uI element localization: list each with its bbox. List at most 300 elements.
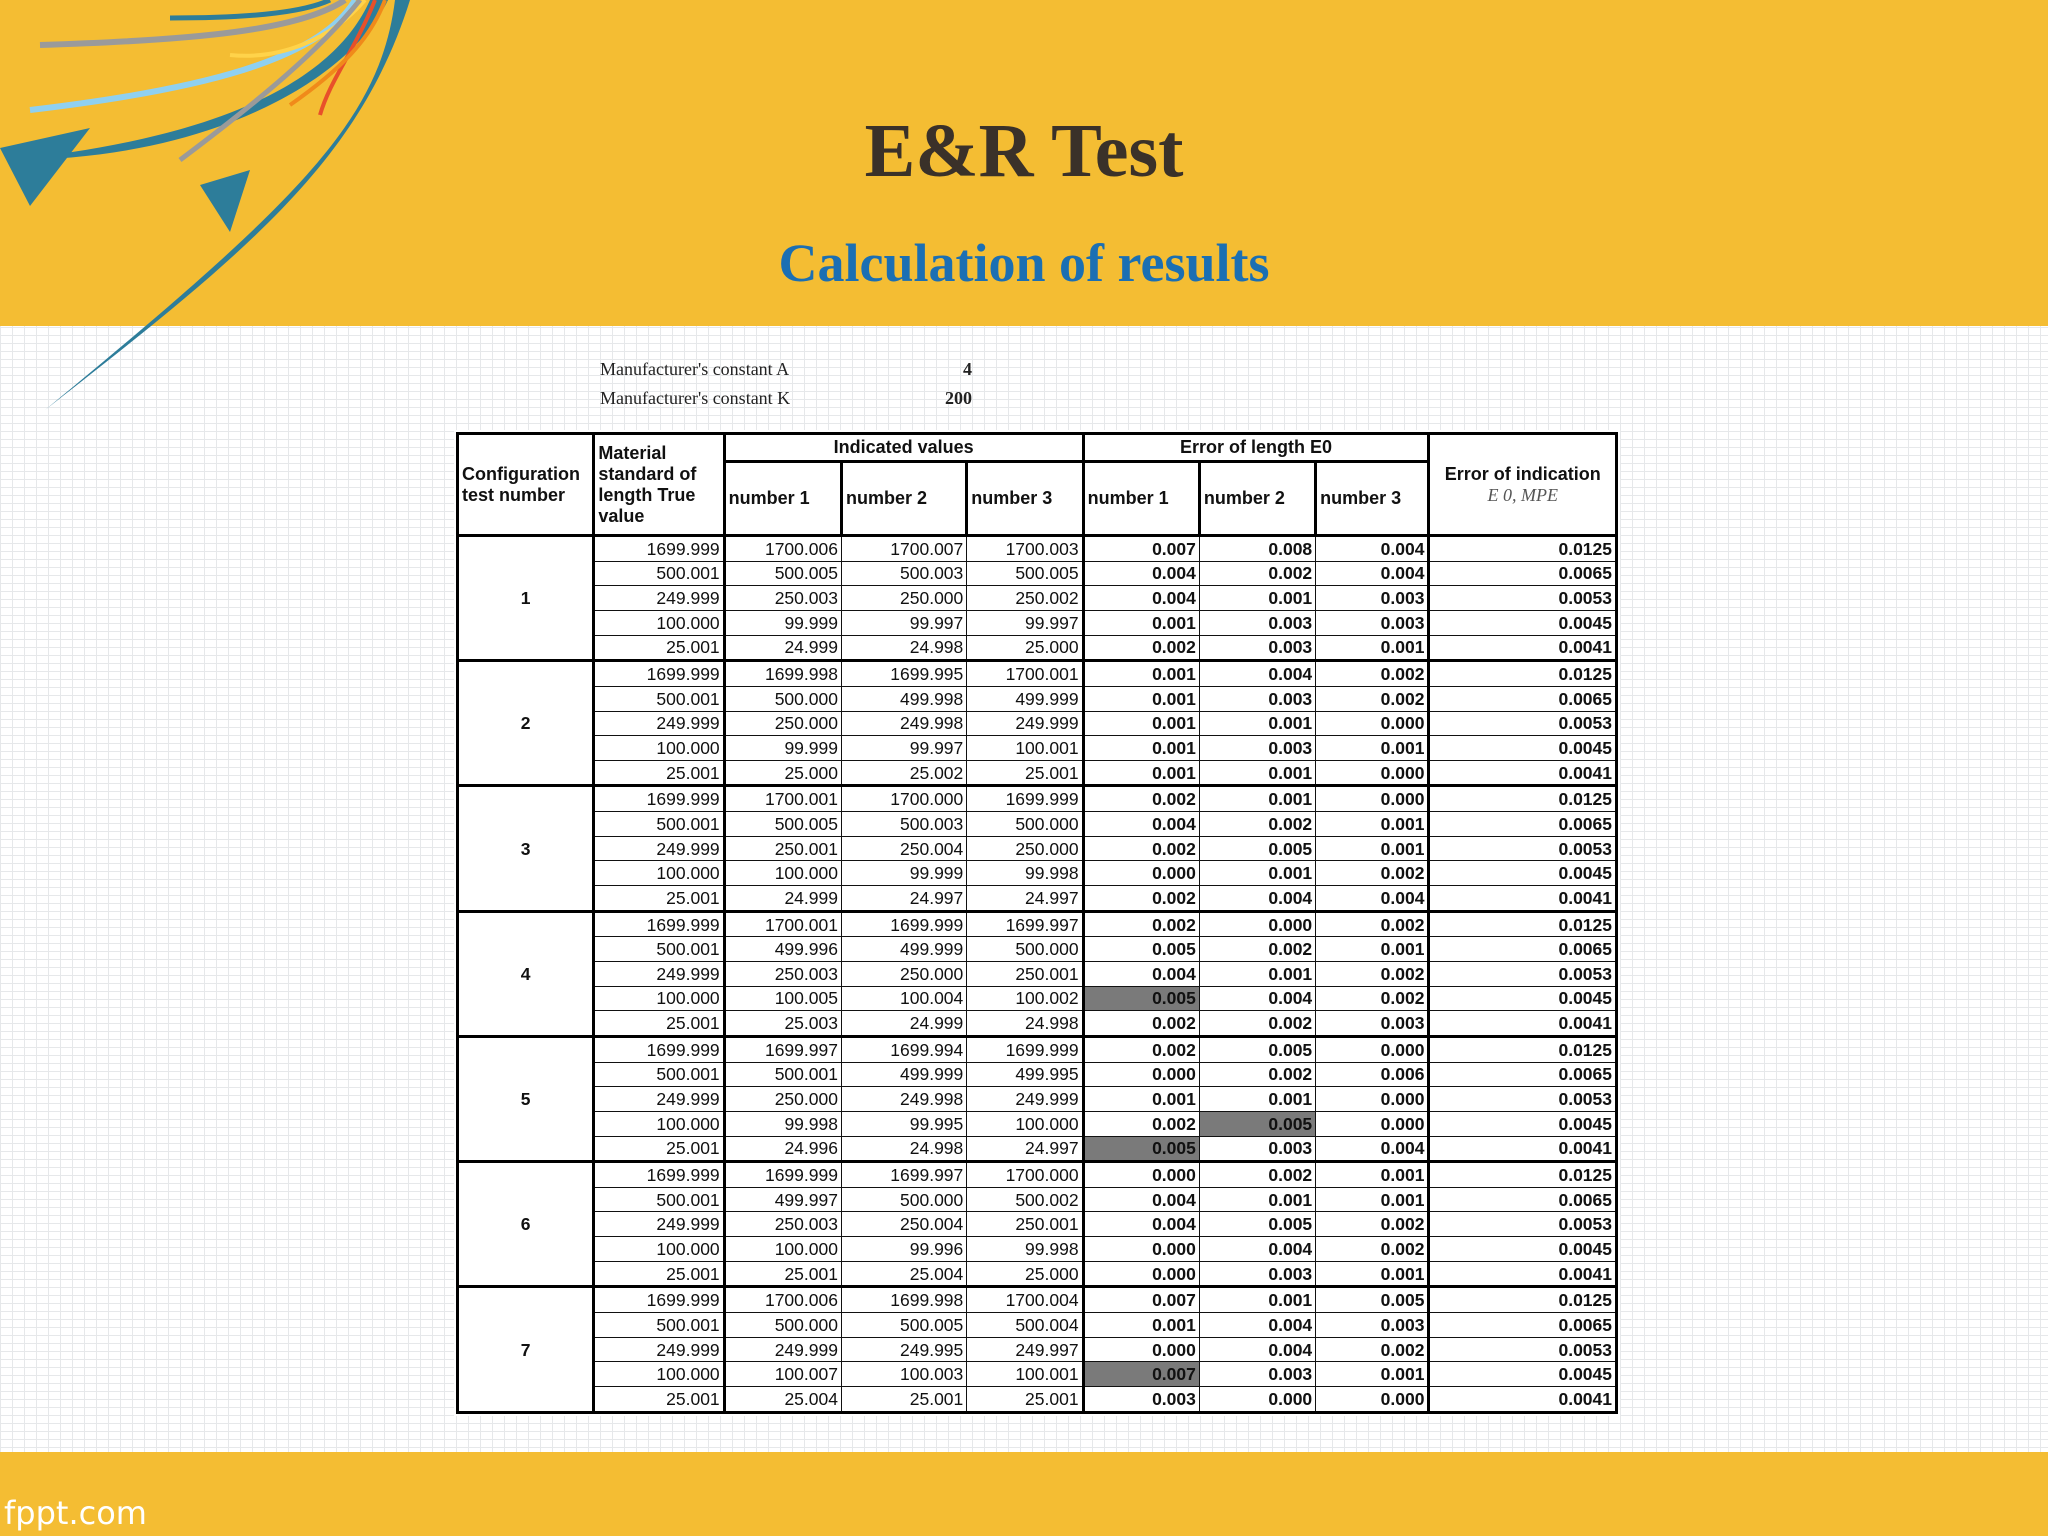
mpe-cell: 0.0041 xyxy=(1429,760,1617,786)
true-value-cell: 249.999 xyxy=(594,1212,724,1237)
mpe-cell: 0.0041 xyxy=(1429,635,1617,661)
true-value-cell: 25.001 xyxy=(594,635,724,661)
error-1-cell: 0.002 xyxy=(1083,886,1199,912)
indicated-2-cell: 249.998 xyxy=(841,711,966,736)
indicated-3-cell: 25.000 xyxy=(967,635,1083,661)
indicated-3-cell: 24.997 xyxy=(967,1136,1083,1162)
indicated-3-cell: 1700.001 xyxy=(967,661,1083,687)
indicated-1-cell: 25.001 xyxy=(724,1261,841,1287)
indicated-2-cell: 250.000 xyxy=(841,586,966,611)
error-3-cell: 0.002 xyxy=(1316,962,1429,987)
error-3-cell: 0.001 xyxy=(1316,1362,1429,1387)
true-value-cell: 100.000 xyxy=(594,986,724,1011)
error-3-cell: 0.003 xyxy=(1316,1011,1429,1037)
arrows-decoration xyxy=(0,0,420,420)
indicated-2-cell: 1699.998 xyxy=(841,1287,966,1313)
true-value-cell: 100.000 xyxy=(594,1111,724,1136)
config-number-cell: 6 xyxy=(458,1162,594,1287)
true-value-cell: 25.001 xyxy=(594,1136,724,1162)
table-row xyxy=(458,1386,1617,1412)
indicated-2-cell: 249.995 xyxy=(841,1337,966,1362)
true-value-cell: 100.000 xyxy=(594,610,724,635)
error-3-cell: 0.000 xyxy=(1316,1386,1429,1412)
table-row xyxy=(458,812,1617,837)
indicated-2-cell: 250.004 xyxy=(841,1212,966,1237)
error-3-cell: 0.004 xyxy=(1316,1136,1429,1162)
error-1-cell: 0.007 xyxy=(1083,536,1199,562)
error-1-cell: 0.005 xyxy=(1083,1136,1199,1162)
footer-brand: fppt.com xyxy=(4,1494,147,1532)
error-1-cell: 0.007 xyxy=(1083,1362,1199,1387)
indicated-2-cell: 24.998 xyxy=(841,1136,966,1162)
indicated-1-cell: 100.005 xyxy=(724,986,841,1011)
error-3-cell: 0.006 xyxy=(1316,1062,1429,1087)
error-2-cell: 0.001 xyxy=(1199,1187,1315,1212)
error-1-cell: 0.005 xyxy=(1083,937,1199,962)
true-value-cell: 1699.999 xyxy=(594,911,724,937)
true-value-cell: 100.000 xyxy=(594,1362,724,1387)
error-1-cell: 0.001 xyxy=(1083,610,1199,635)
footer-band xyxy=(0,1452,2048,1536)
indicated-1-cell: 500.000 xyxy=(724,1313,841,1338)
table-row xyxy=(458,861,1617,886)
mpe-cell: 0.0053 xyxy=(1429,1087,1617,1112)
config-number-cell: 7 xyxy=(458,1287,594,1413)
table-row xyxy=(458,1337,1617,1362)
error-2-cell: 0.003 xyxy=(1199,1362,1315,1387)
error-2-cell: 0.001 xyxy=(1199,1087,1315,1112)
constant-a-label: Manufacturer's constant A xyxy=(600,359,790,379)
true-value-cell: 1699.999 xyxy=(594,1287,724,1313)
indicated-1-cell: 100.007 xyxy=(724,1362,841,1387)
indicated-2-cell: 499.999 xyxy=(841,937,966,962)
true-value-cell: 500.001 xyxy=(594,686,724,711)
error-2-cell: 0.005 xyxy=(1199,836,1315,861)
error-2-cell: 0.004 xyxy=(1199,661,1315,687)
error-1-cell: 0.000 xyxy=(1083,1162,1199,1188)
error-2-cell: 0.004 xyxy=(1199,1313,1315,1338)
table-row xyxy=(458,937,1617,962)
error-1-cell: 0.004 xyxy=(1083,1212,1199,1237)
mpe-cell: 0.0065 xyxy=(1429,1062,1617,1087)
table-row xyxy=(458,1136,1617,1162)
mpe-cell: 0.0125 xyxy=(1429,1036,1617,1062)
error-2-cell: 0.001 xyxy=(1199,962,1315,987)
error-3-cell: 0.002 xyxy=(1316,686,1429,711)
error-3-cell: 0.001 xyxy=(1316,836,1429,861)
error-2-cell: 0.002 xyxy=(1199,812,1315,837)
indicated-2-cell: 24.997 xyxy=(841,886,966,912)
error-2-cell: 0.000 xyxy=(1199,1386,1315,1412)
config-number-cell: 2 xyxy=(458,661,594,786)
error-1-cell: 0.001 xyxy=(1083,711,1199,736)
indicated-3-cell: 1700.004 xyxy=(967,1287,1083,1313)
error-3-cell: 0.001 xyxy=(1316,812,1429,837)
error-2-cell: 0.003 xyxy=(1199,736,1315,761)
error-3-cell: 0.001 xyxy=(1316,736,1429,761)
indicated-2-cell: 25.004 xyxy=(841,1261,966,1287)
table-row xyxy=(458,635,1617,661)
indicated-3-cell: 1699.999 xyxy=(967,786,1083,812)
error-3-cell: 0.002 xyxy=(1316,986,1429,1011)
error-3-cell: 0.000 xyxy=(1316,1036,1429,1062)
error-1-cell: 0.004 xyxy=(1083,561,1199,586)
indicated-3-cell: 250.002 xyxy=(967,586,1083,611)
true-value-cell: 1699.999 xyxy=(594,1162,724,1188)
mpe-cell: 0.0065 xyxy=(1429,561,1617,586)
indicated-1-cell: 25.003 xyxy=(724,1011,841,1037)
error-3-cell: 0.000 xyxy=(1316,711,1429,736)
error-2-cell: 0.004 xyxy=(1199,1237,1315,1262)
mpe-cell: 0.0053 xyxy=(1429,586,1617,611)
mpe-cell: 0.0041 xyxy=(1429,1136,1617,1162)
results-table xyxy=(456,432,1618,1414)
indicated-2-cell: 250.004 xyxy=(841,836,966,861)
table-row xyxy=(458,1036,1617,1062)
error-2-cell: 0.005 xyxy=(1199,1212,1315,1237)
true-value-cell: 249.999 xyxy=(594,711,724,736)
error-1-cell: 0.000 xyxy=(1083,1261,1199,1287)
true-value-cell: 100.000 xyxy=(594,1237,724,1262)
error-2-cell: 0.003 xyxy=(1199,686,1315,711)
indicated-1-cell: 100.000 xyxy=(724,861,841,886)
indicated-3-cell: 100.002 xyxy=(967,986,1083,1011)
indicated-1-cell: 1699.999 xyxy=(724,1162,841,1188)
table-row xyxy=(458,1187,1617,1212)
table-row xyxy=(458,586,1617,611)
indicated-2-cell: 1700.007 xyxy=(841,536,966,562)
true-value-cell: 500.001 xyxy=(594,561,724,586)
error-3-cell: 0.002 xyxy=(1316,661,1429,687)
mpe-cell: 0.0041 xyxy=(1429,1011,1617,1037)
header-indicated-number-1: number 1 xyxy=(724,462,841,536)
header-mpe-label: Error of indication xyxy=(1444,463,1601,484)
indicated-3-cell: 100.001 xyxy=(967,1362,1083,1387)
constant-a-value: 4 xyxy=(963,359,972,379)
indicated-1-cell: 250.000 xyxy=(724,711,841,736)
error-3-cell: 0.002 xyxy=(1316,1212,1429,1237)
error-1-cell: 0.004 xyxy=(1083,812,1199,837)
constants-block xyxy=(600,355,972,413)
error-2-cell: 0.005 xyxy=(1199,1036,1315,1062)
error-1-cell: 0.001 xyxy=(1083,760,1199,786)
indicated-1-cell: 24.999 xyxy=(724,635,841,661)
error-1-cell: 0.001 xyxy=(1083,661,1199,687)
slide-title: E&R Test xyxy=(864,109,1184,193)
indicated-2-cell: 499.998 xyxy=(841,686,966,711)
table-row xyxy=(458,711,1617,736)
results-table-container xyxy=(456,432,1618,1414)
indicated-2-cell: 500.003 xyxy=(841,812,966,837)
error-1-cell: 0.002 xyxy=(1083,1011,1199,1037)
mpe-cell: 0.0053 xyxy=(1429,962,1617,987)
indicated-3-cell: 100.000 xyxy=(967,1111,1083,1136)
results-body xyxy=(458,536,1617,1413)
table-row xyxy=(458,986,1617,1011)
indicated-3-cell: 250.000 xyxy=(967,836,1083,861)
mpe-cell: 0.0125 xyxy=(1429,661,1617,687)
mpe-cell: 0.0045 xyxy=(1429,986,1617,1011)
indicated-3-cell: 24.997 xyxy=(967,886,1083,912)
error-1-cell: 0.000 xyxy=(1083,1337,1199,1362)
indicated-2-cell: 1699.994 xyxy=(841,1036,966,1062)
indicated-3-cell: 1700.000 xyxy=(967,1162,1083,1188)
error-1-cell: 0.001 xyxy=(1083,1313,1199,1338)
indicated-1-cell: 1700.001 xyxy=(724,786,841,812)
indicated-1-cell: 99.999 xyxy=(724,610,841,635)
mpe-cell: 0.0045 xyxy=(1429,1237,1617,1262)
header-error-number-1: number 1 xyxy=(1083,462,1199,536)
error-1-cell: 0.001 xyxy=(1083,1087,1199,1112)
error-3-cell: 0.002 xyxy=(1316,861,1429,886)
true-value-cell: 100.000 xyxy=(594,736,724,761)
mpe-cell: 0.0045 xyxy=(1429,861,1617,886)
indicated-3-cell: 99.998 xyxy=(967,861,1083,886)
error-3-cell: 0.000 xyxy=(1316,786,1429,812)
error-2-cell: 0.002 xyxy=(1199,937,1315,962)
error-2-cell: 0.004 xyxy=(1199,986,1315,1011)
true-value-cell: 249.999 xyxy=(594,1337,724,1362)
mpe-cell: 0.0045 xyxy=(1429,736,1617,761)
error-2-cell: 0.002 xyxy=(1199,1162,1315,1188)
table-row xyxy=(458,1212,1617,1237)
indicated-1-cell: 1700.001 xyxy=(724,911,841,937)
config-number-cell: 4 xyxy=(458,911,594,1036)
error-3-cell: 0.000 xyxy=(1316,760,1429,786)
indicated-3-cell: 24.998 xyxy=(967,1011,1083,1037)
config-number-cell: 5 xyxy=(458,1036,594,1161)
indicated-1-cell: 99.998 xyxy=(724,1111,841,1136)
table-row xyxy=(458,786,1617,812)
indicated-3-cell: 25.000 xyxy=(967,1261,1083,1287)
error-1-cell: 0.007 xyxy=(1083,1287,1199,1313)
table-row xyxy=(458,536,1617,562)
indicated-1-cell: 250.003 xyxy=(724,586,841,611)
header-material: Material standard of length True value xyxy=(594,434,724,536)
indicated-3-cell: 249.999 xyxy=(967,1087,1083,1112)
error-3-cell: 0.001 xyxy=(1316,1261,1429,1287)
indicated-3-cell: 250.001 xyxy=(967,1212,1083,1237)
indicated-3-cell: 249.999 xyxy=(967,711,1083,736)
indicated-1-cell: 250.001 xyxy=(724,836,841,861)
table-row xyxy=(458,760,1617,786)
config-number-cell: 1 xyxy=(458,536,594,661)
indicated-1-cell: 1699.998 xyxy=(724,661,841,687)
indicated-1-cell: 500.001 xyxy=(724,1062,841,1087)
indicated-1-cell: 500.000 xyxy=(724,686,841,711)
config-number-cell: 3 xyxy=(458,786,594,911)
indicated-2-cell: 500.003 xyxy=(841,561,966,586)
constant-k-row xyxy=(600,384,972,413)
error-1-cell: 0.002 xyxy=(1083,911,1199,937)
indicated-2-cell: 99.997 xyxy=(841,736,966,761)
true-value-cell: 249.999 xyxy=(594,962,724,987)
indicated-1-cell: 99.999 xyxy=(724,736,841,761)
indicated-2-cell: 99.996 xyxy=(841,1237,966,1262)
indicated-3-cell: 500.000 xyxy=(967,812,1083,837)
indicated-2-cell: 500.005 xyxy=(841,1313,966,1338)
true-value-cell: 1699.999 xyxy=(594,786,724,812)
indicated-3-cell: 500.002 xyxy=(967,1187,1083,1212)
table-row xyxy=(458,1313,1617,1338)
error-2-cell: 0.000 xyxy=(1199,911,1315,937)
indicated-3-cell: 250.001 xyxy=(967,962,1083,987)
table-row xyxy=(458,836,1617,861)
table-row xyxy=(458,1162,1617,1188)
true-value-cell: 249.999 xyxy=(594,586,724,611)
indicated-1-cell: 500.005 xyxy=(724,561,841,586)
error-3-cell: 0.003 xyxy=(1316,586,1429,611)
indicated-2-cell: 100.003 xyxy=(841,1362,966,1387)
table-row xyxy=(458,1237,1617,1262)
mpe-cell: 0.0045 xyxy=(1429,1362,1617,1387)
error-2-cell: 0.005 xyxy=(1199,1111,1315,1136)
header-error-number-2: number 2 xyxy=(1199,462,1315,536)
error-1-cell: 0.002 xyxy=(1083,786,1199,812)
error-3-cell: 0.002 xyxy=(1316,911,1429,937)
header-config: Configuration test number xyxy=(458,434,594,536)
error-1-cell: 0.002 xyxy=(1083,1036,1199,1062)
error-3-cell: 0.001 xyxy=(1316,635,1429,661)
header-indicated-values: Indicated values xyxy=(724,434,1083,462)
true-value-cell: 500.001 xyxy=(594,1062,724,1087)
error-3-cell: 0.002 xyxy=(1316,1237,1429,1262)
header-mpe-symbol: E 0, MPE xyxy=(1487,484,1558,505)
true-value-cell: 100.000 xyxy=(594,861,724,886)
table-row xyxy=(458,1087,1617,1112)
mpe-cell: 0.0053 xyxy=(1429,1337,1617,1362)
error-1-cell: 0.001 xyxy=(1083,736,1199,761)
true-value-cell: 25.001 xyxy=(594,760,724,786)
error-2-cell: 0.002 xyxy=(1199,1062,1315,1087)
indicated-2-cell: 24.998 xyxy=(841,635,966,661)
indicated-3-cell: 249.997 xyxy=(967,1337,1083,1362)
error-3-cell: 0.004 xyxy=(1316,536,1429,562)
error-3-cell: 0.004 xyxy=(1316,886,1429,912)
indicated-1-cell: 24.999 xyxy=(724,886,841,912)
indicated-1-cell: 1699.997 xyxy=(724,1036,841,1062)
indicated-2-cell: 1699.995 xyxy=(841,661,966,687)
indicated-2-cell: 1699.997 xyxy=(841,1162,966,1188)
true-value-cell: 249.999 xyxy=(594,1087,724,1112)
true-value-cell: 1699.999 xyxy=(594,536,724,562)
error-3-cell: 0.003 xyxy=(1316,1313,1429,1338)
indicated-2-cell: 25.001 xyxy=(841,1386,966,1412)
mpe-cell: 0.0125 xyxy=(1429,1287,1617,1313)
indicated-3-cell: 99.998 xyxy=(967,1237,1083,1262)
error-3-cell: 0.000 xyxy=(1316,1087,1429,1112)
error-2-cell: 0.004 xyxy=(1199,886,1315,912)
error-1-cell: 0.002 xyxy=(1083,1111,1199,1136)
indicated-3-cell: 100.001 xyxy=(967,736,1083,761)
indicated-1-cell: 24.996 xyxy=(724,1136,841,1162)
table-row xyxy=(458,736,1617,761)
mpe-cell: 0.0041 xyxy=(1429,1261,1617,1287)
indicated-1-cell: 250.000 xyxy=(724,1087,841,1112)
indicated-3-cell: 499.999 xyxy=(967,686,1083,711)
indicated-1-cell: 499.997 xyxy=(724,1187,841,1212)
indicated-2-cell: 99.995 xyxy=(841,1111,966,1136)
error-2-cell: 0.003 xyxy=(1199,1261,1315,1287)
indicated-1-cell: 500.005 xyxy=(724,812,841,837)
indicated-1-cell: 499.996 xyxy=(724,937,841,962)
mpe-cell: 0.0065 xyxy=(1429,686,1617,711)
indicated-2-cell: 1700.000 xyxy=(841,786,966,812)
table-row xyxy=(458,561,1617,586)
indicated-3-cell: 500.000 xyxy=(967,937,1083,962)
constant-k-value: 200 xyxy=(945,388,972,408)
mpe-cell: 0.0125 xyxy=(1429,911,1617,937)
error-2-cell: 0.003 xyxy=(1199,1136,1315,1162)
indicated-1-cell: 1700.006 xyxy=(724,536,841,562)
indicated-3-cell: 1699.999 xyxy=(967,1036,1083,1062)
true-value-cell: 25.001 xyxy=(594,1011,724,1037)
error-1-cell: 0.005 xyxy=(1083,986,1199,1011)
header-error-of-indication xyxy=(1429,434,1617,536)
error-2-cell: 0.001 xyxy=(1199,1287,1315,1313)
true-value-cell: 500.001 xyxy=(594,937,724,962)
error-2-cell: 0.004 xyxy=(1199,1337,1315,1362)
error-2-cell: 0.002 xyxy=(1199,561,1315,586)
mpe-cell: 0.0053 xyxy=(1429,836,1617,861)
indicated-2-cell: 24.999 xyxy=(841,1011,966,1037)
mpe-cell: 0.0065 xyxy=(1429,1313,1617,1338)
true-value-cell: 1699.999 xyxy=(594,1036,724,1062)
indicated-3-cell: 25.001 xyxy=(967,1386,1083,1412)
error-2-cell: 0.001 xyxy=(1199,786,1315,812)
error-2-cell: 0.001 xyxy=(1199,760,1315,786)
error-1-cell: 0.000 xyxy=(1083,861,1199,886)
mpe-cell: 0.0125 xyxy=(1429,786,1617,812)
indicated-2-cell: 100.004 xyxy=(841,986,966,1011)
mpe-cell: 0.0045 xyxy=(1429,1111,1617,1136)
table-row xyxy=(458,1111,1617,1136)
indicated-1-cell: 249.999 xyxy=(724,1337,841,1362)
true-value-cell: 25.001 xyxy=(594,886,724,912)
indicated-1-cell: 100.000 xyxy=(724,1237,841,1262)
error-2-cell: 0.001 xyxy=(1199,861,1315,886)
error-2-cell: 0.001 xyxy=(1199,711,1315,736)
error-1-cell: 0.000 xyxy=(1083,1237,1199,1262)
error-1-cell: 0.002 xyxy=(1083,635,1199,661)
true-value-cell: 500.001 xyxy=(594,1313,724,1338)
true-value-cell: 25.001 xyxy=(594,1261,724,1287)
true-value-cell: 25.001 xyxy=(594,1386,724,1412)
indicated-3-cell: 1700.003 xyxy=(967,536,1083,562)
error-2-cell: 0.003 xyxy=(1199,610,1315,635)
mpe-cell: 0.0065 xyxy=(1429,937,1617,962)
mpe-cell: 0.0065 xyxy=(1429,812,1617,837)
error-2-cell: 0.003 xyxy=(1199,635,1315,661)
true-value-cell: 500.001 xyxy=(594,1187,724,1212)
indicated-2-cell: 1699.999 xyxy=(841,911,966,937)
error-3-cell: 0.005 xyxy=(1316,1287,1429,1313)
error-3-cell: 0.003 xyxy=(1316,610,1429,635)
indicated-1-cell: 250.003 xyxy=(724,1212,841,1237)
error-1-cell: 0.004 xyxy=(1083,962,1199,987)
slide-subtitle: Calculation of results xyxy=(778,233,1270,293)
indicated-1-cell: 25.000 xyxy=(724,760,841,786)
mpe-cell: 0.0041 xyxy=(1429,886,1617,912)
error-3-cell: 0.001 xyxy=(1316,937,1429,962)
mpe-cell: 0.0053 xyxy=(1429,1212,1617,1237)
table-row xyxy=(458,911,1617,937)
constant-a-row xyxy=(600,355,972,384)
table-row xyxy=(458,1287,1617,1313)
indicated-2-cell: 25.002 xyxy=(841,760,966,786)
mpe-cell: 0.0125 xyxy=(1429,536,1617,562)
error-1-cell: 0.001 xyxy=(1083,686,1199,711)
